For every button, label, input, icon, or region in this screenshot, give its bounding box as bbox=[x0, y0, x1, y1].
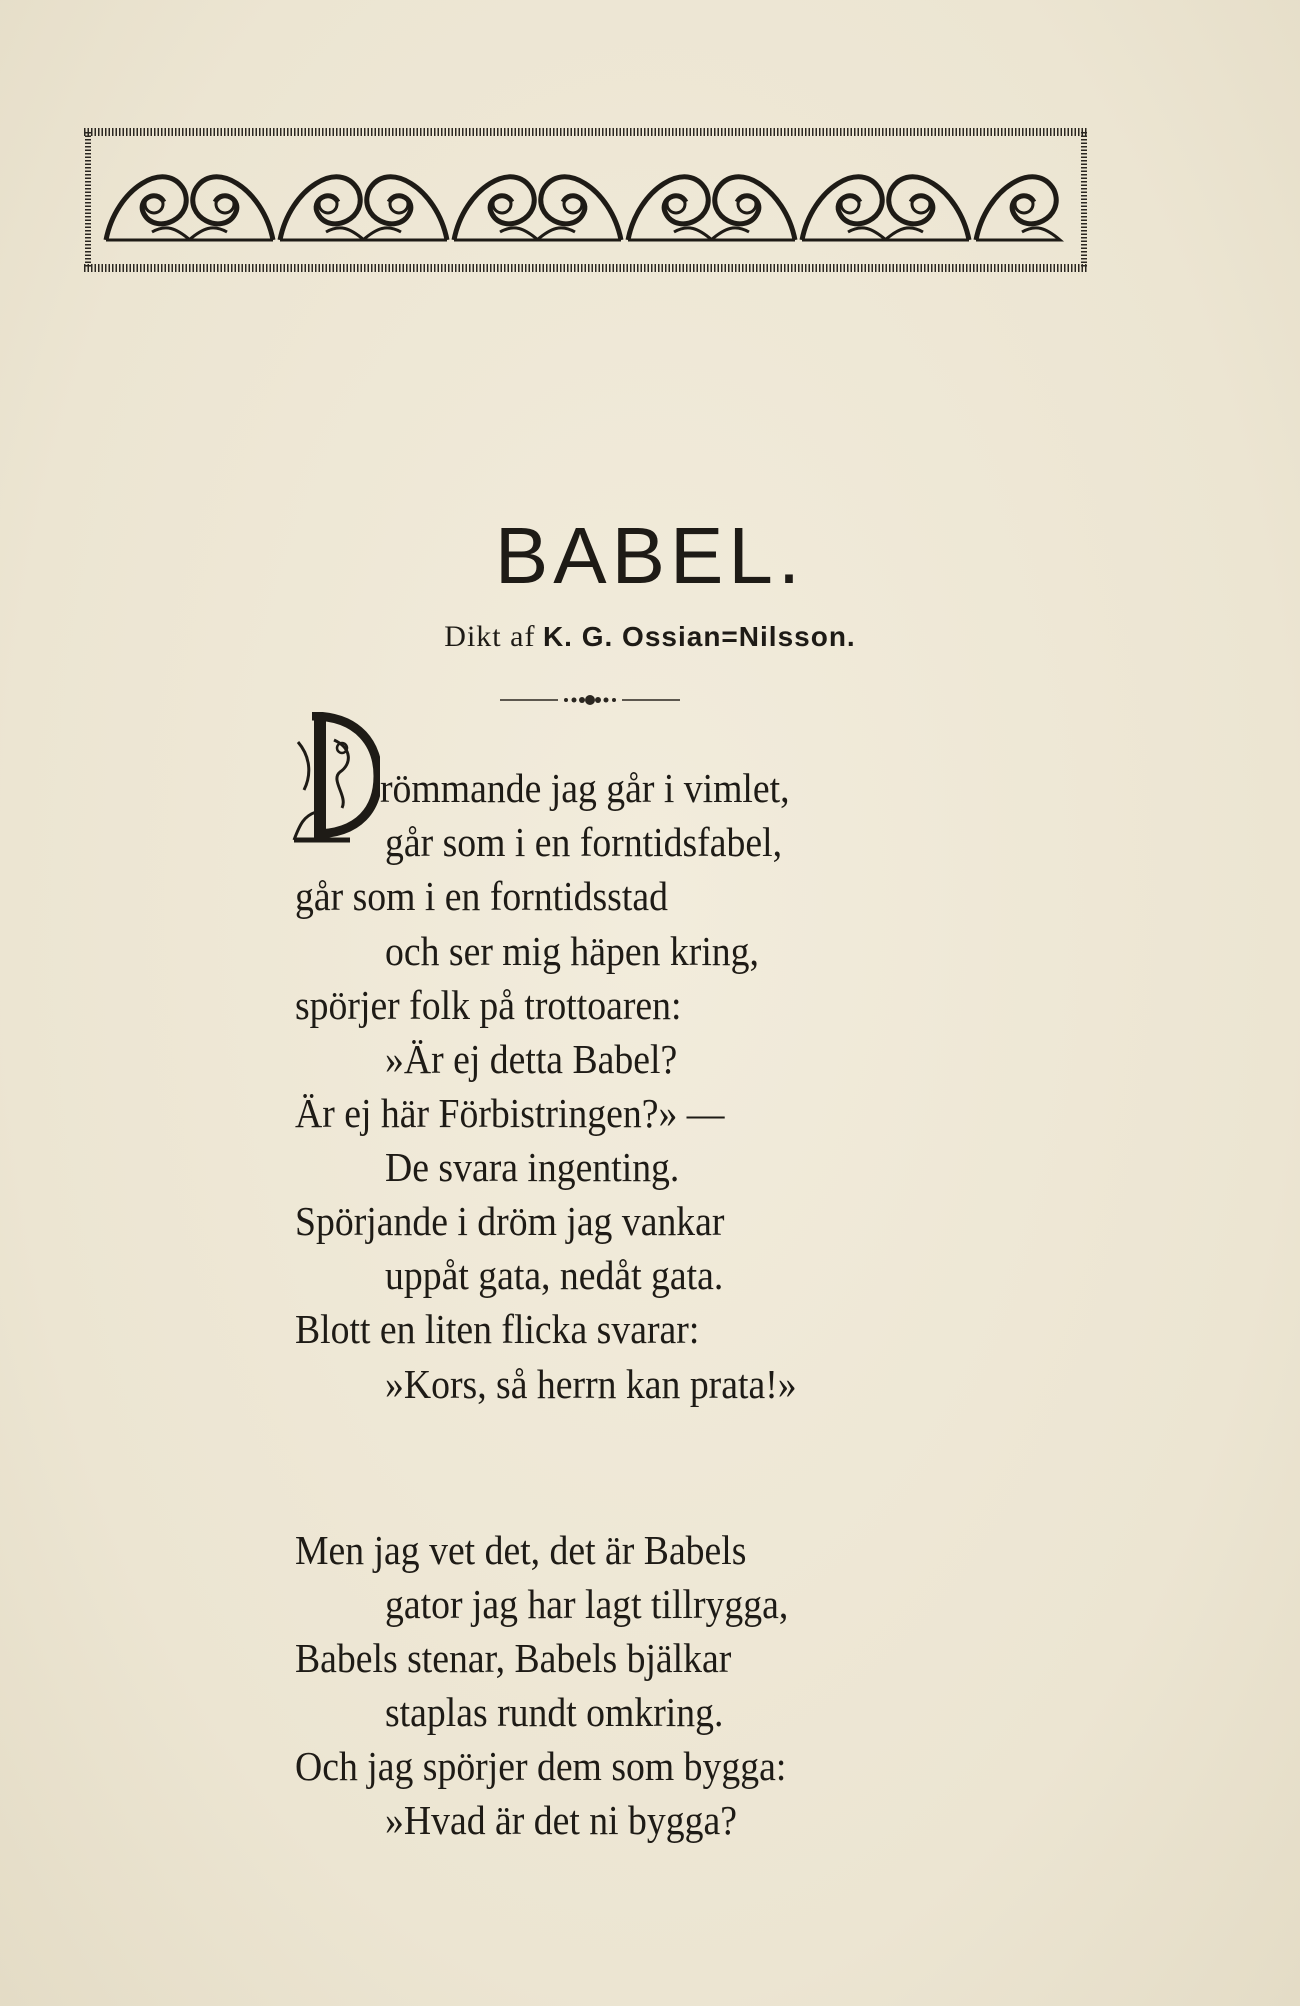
poem-line: »Kors, så herrn kan prata!» bbox=[385, 1361, 797, 1407]
poem-line: »Hvad är det ni bygga? bbox=[385, 1797, 737, 1843]
poem-line: Men jag vet det, det är Babels bbox=[295, 1527, 747, 1573]
poem-line: och ser mig häpen kring, bbox=[385, 928, 759, 974]
poem-line: Babels stenar, Babels bjälkar bbox=[295, 1635, 732, 1681]
poem-line: Och jag spörjer dem som bygga: bbox=[295, 1743, 787, 1789]
byline-prefix: Dikt af bbox=[444, 620, 536, 653]
poem-line: går som i en forntidsfabel, bbox=[385, 819, 783, 865]
poem-line: »Är ej detta Babel? bbox=[385, 1036, 678, 1082]
poem-line: Blott en liten flicka svarar: bbox=[295, 1306, 700, 1352]
poem-line: staplas rundt omkring. bbox=[385, 1689, 724, 1735]
poem-line: gator jag har lagt tillrygga, bbox=[385, 1581, 789, 1627]
poem-line: Spörjande i dröm jag vankar bbox=[295, 1198, 725, 1244]
poem-line: går som i en forntidsstad bbox=[295, 873, 668, 919]
poem-line: römmande jag går i vimlet, bbox=[380, 765, 790, 811]
poem-line: De svara ingenting. bbox=[385, 1144, 680, 1190]
poem-line: Är ej här Förbistringen?» — bbox=[295, 1090, 725, 1136]
poem-title: BABEL. bbox=[494, 511, 806, 600]
author-name: K. G. Ossian=Nilsson. bbox=[542, 621, 856, 652]
poem-line: uppåt gata, nedåt gata. bbox=[385, 1252, 724, 1298]
poem-line: spörjer folk på trottoaren: bbox=[295, 982, 682, 1028]
